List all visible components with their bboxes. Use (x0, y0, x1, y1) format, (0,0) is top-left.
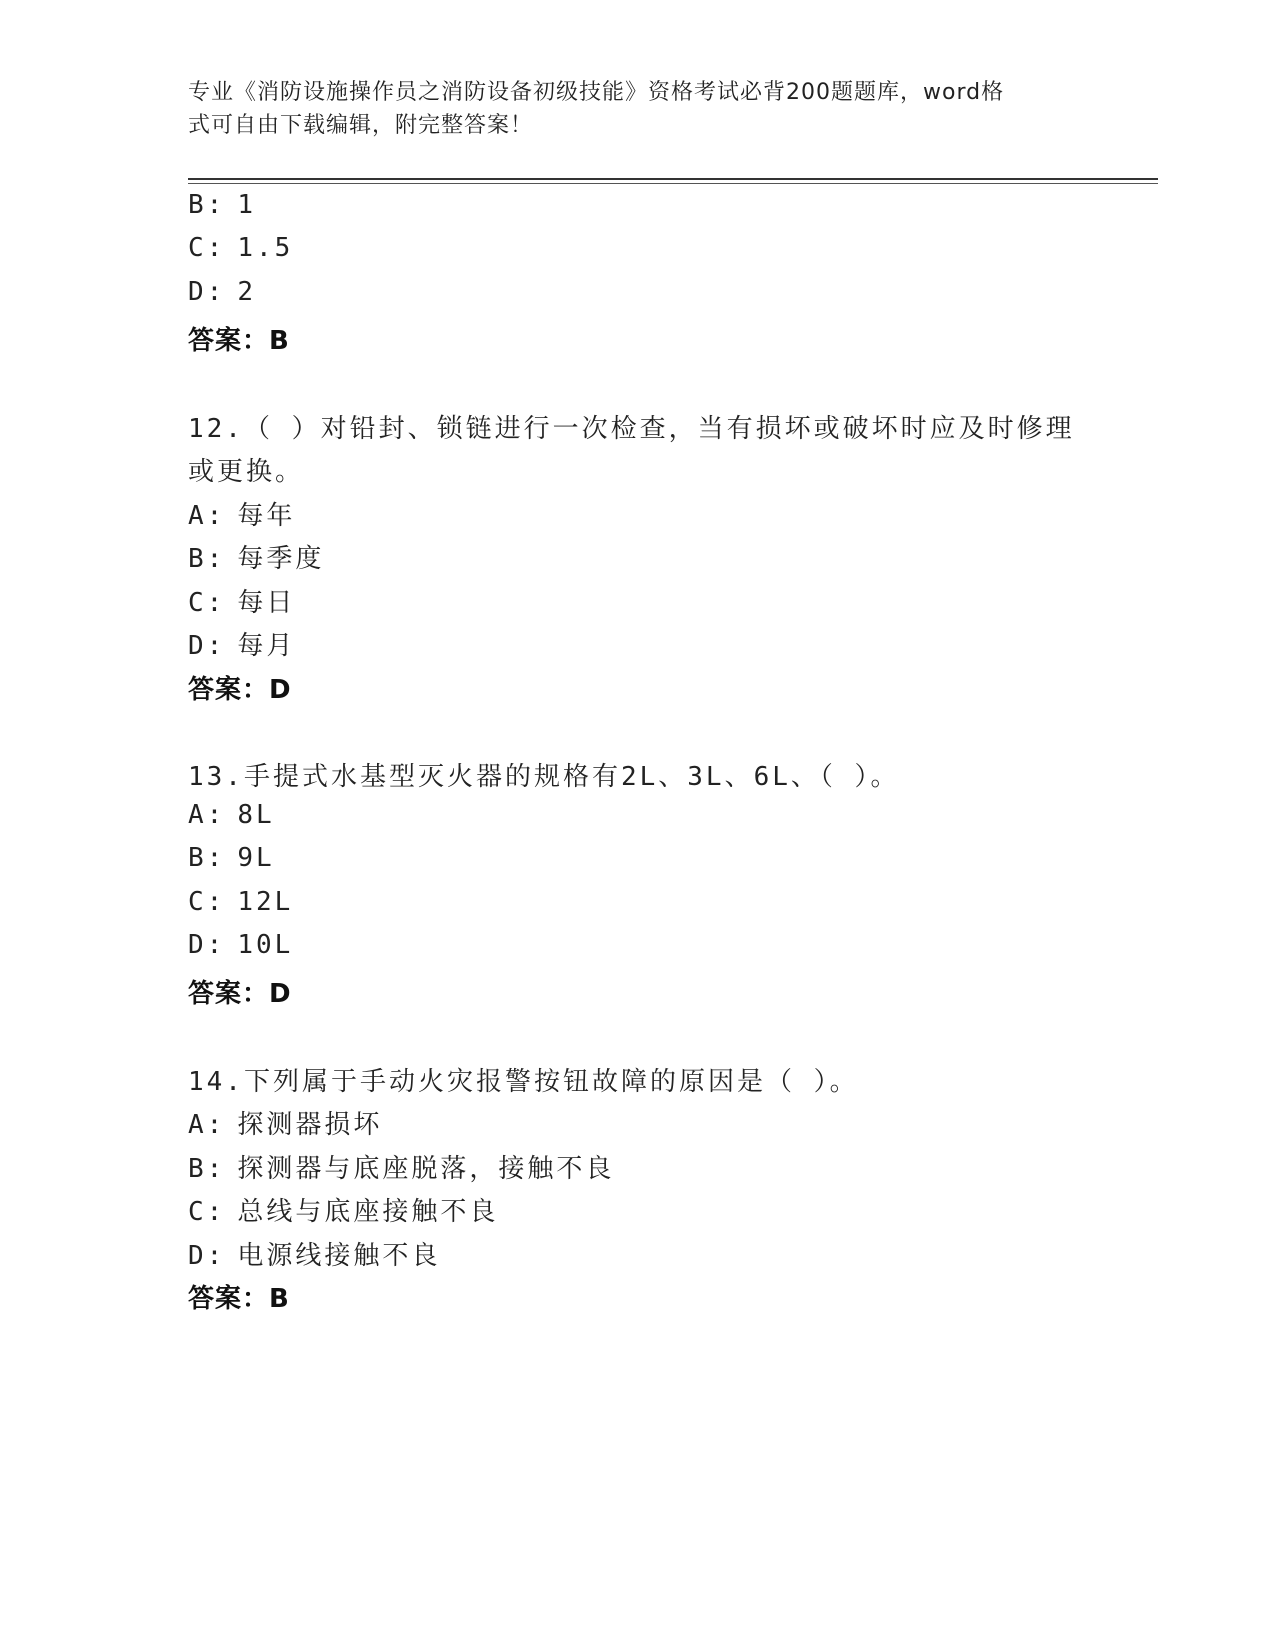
question-13-stem: 13.手提式水基型灭火器的规格有2L、3L、6L、（ ）。 (188, 762, 900, 792)
option-label: A: (188, 800, 226, 830)
question-14-option-a (188, 1104, 382, 1141)
option-label: B: (188, 190, 226, 220)
document-header (188, 76, 1068, 142)
option-label: A: (188, 1110, 226, 1140)
option-label: C: (188, 1197, 226, 1227)
option-label: B: (188, 1154, 226, 1184)
header-divider-thin (188, 183, 1158, 184)
option-label: C: (188, 588, 226, 618)
option-text: 8L (237, 800, 275, 830)
option-label: A: (188, 501, 226, 531)
question-13-option-c (188, 887, 293, 917)
option-label: B: (188, 843, 226, 873)
option-text: 1.5 (237, 233, 294, 263)
question-14-answer: 答案：B (188, 1284, 290, 1314)
question-13-answer: 答案：D (188, 979, 292, 1009)
option-text: 10L (237, 930, 294, 960)
option-label: C: (188, 887, 226, 917)
option-text: 每季度 (237, 544, 325, 574)
option-text: 电源线接触不良 (237, 1241, 441, 1271)
header-line-2: 式可自由下载编辑，附完整答案！ (188, 113, 534, 138)
option-text: 12L (237, 887, 294, 917)
option-text: 1 (237, 190, 256, 220)
option-text: 总线与底座接触不良 (237, 1197, 499, 1227)
prev-answer: 答案：B (188, 326, 290, 356)
option-text: 9L (237, 843, 275, 873)
option-text: 每年 (237, 501, 296, 531)
option-text: 每月 (237, 631, 296, 661)
option-text: 每日 (237, 588, 296, 618)
option-text: 探测器损坏 (237, 1110, 383, 1140)
prev-option-d (188, 277, 256, 307)
question-14-option-d (188, 1235, 440, 1272)
question-13-option-b (188, 843, 275, 873)
question-13-option-a (188, 800, 275, 830)
question-12-option-b (188, 538, 324, 575)
question-12-answer: 答案：D (188, 675, 292, 705)
question-12-option-a (188, 495, 295, 532)
question-14-option-c (188, 1191, 498, 1228)
question-12-option-c (188, 582, 295, 619)
prev-option-b (188, 190, 256, 220)
question-12-stem-line-1: 12.（ ）对铅封、锁链进行一次检查，当有损坏或破坏时应及时修理 (188, 414, 1075, 444)
option-label: D: (188, 1241, 226, 1271)
option-label: B: (188, 544, 226, 574)
option-label: D: (188, 277, 226, 307)
option-text: 探测器与底座脱落，接触不良 (237, 1154, 615, 1184)
option-label: D: (188, 631, 226, 661)
header-line-1: 专业《消防设施操作员之消防设备初级技能》资格考试必背200题题库，word格 (188, 80, 1005, 105)
option-label: D: (188, 930, 226, 960)
option-text: 2 (237, 277, 256, 307)
question-13-option-d (188, 930, 293, 960)
question-12-option-d (188, 625, 295, 662)
header-divider-thick (188, 178, 1158, 180)
question-14-stem: 14.下列属于手动火灾报警按钮故障的原因是（ ）。 (188, 1067, 859, 1097)
option-label: C: (188, 233, 226, 263)
prev-option-c (188, 233, 293, 263)
question-14-option-b (188, 1148, 614, 1185)
question-12-stem-line-2: 或更换。 (188, 457, 305, 487)
